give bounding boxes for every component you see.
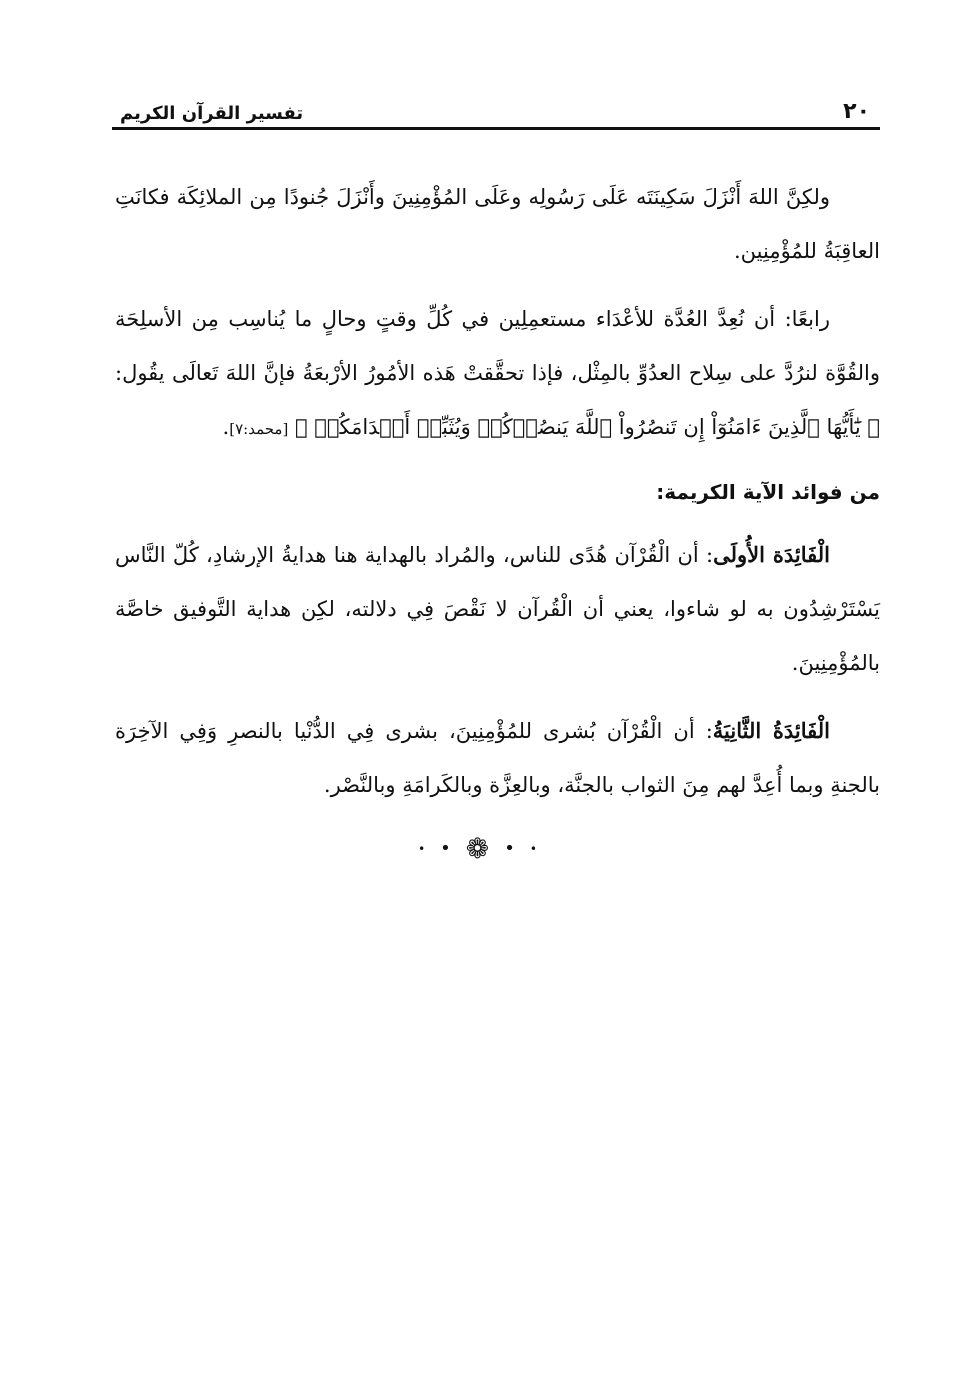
ornament-dot-icon: • bbox=[504, 838, 519, 859]
benefit-2-term: الْفَائِدَةُ الثَّانِيَةُ bbox=[712, 718, 830, 743]
ornament-knot-icon: ❁ bbox=[465, 832, 494, 865]
section-end-ornament bbox=[0, 832, 959, 865]
page-number: ٢٠ bbox=[843, 99, 870, 124]
benefit-2 bbox=[115, 704, 880, 812]
ornament-dot-icon: • bbox=[529, 841, 541, 856]
running-title: تفسير القرآن الكريم bbox=[120, 103, 304, 124]
paragraph-2-end: . bbox=[222, 415, 230, 439]
benefit-1-text: : أن الْقُرْآن هُدًى للناس، والمُراد بالهداية هنا هدايةُ الإرشادِ، كُلّ النَّاس يَسْتَرْشِدُون به لو شاءوا، يعني أن الْقُرآن لا نَقْصَ فِي دلالته، لكِن هداية التَّوفيق خاصَّة بالمُؤْمِنِينَ. bbox=[115, 543, 880, 675]
header-rule bbox=[112, 127, 880, 130]
section-heading: من فوائد الآية الكريمة: bbox=[656, 480, 880, 504]
paragraph-2 bbox=[115, 292, 880, 456]
ornament-dot-icon: • bbox=[440, 838, 455, 859]
quran-verse: ﴿ يَٰٓأَيُّهَا ٱلَّذِينَ ءَامَنُوٓاْ إِن تَنصُرُواْ ٱللَّهَ يَنصُرۡكُمۡ وَيُثَبِّتۡ أَقۡدَامَكُمۡ ﴾ bbox=[295, 415, 880, 439]
paragraph-2-text: رابعًا: أن نُعِدَّ العُدَّة للأعْدَاء مستعمِلِين في كُلِّ وقتٍ وحالٍ ما يُناسِب مِن الأسلِحَة والقُوَّة لنرُدَّ على سِلاح العدُوِّ بالمِثْل، فإذا تحقَّقتْ هَذه الأمُورُ الأرْبعَةُ فإنَّ اللهَ تَعالَى يقُول: bbox=[115, 307, 880, 385]
body-text bbox=[115, 170, 880, 826]
paragraph-1: ولكِنَّ اللهَ أَنْزَلَ سَكِينَتَه عَلَى رَسُولِه وعَلَى المُؤْمِنِينَ وأَنْزَلَ جُنودًا مِن الملائِكَة فكانَتِ العاقِبَةُ للمُؤْمِنِين. bbox=[115, 185, 880, 263]
benefit-1-term: الْفَائِدَة الأُولَى bbox=[713, 542, 830, 567]
benefit-1 bbox=[115, 528, 880, 690]
benefit-2-text: : أن الْقُرْآن بُشرى للمُؤْمِنِينَ، بشرى فِي الدُّنْيا بالنصرِ وَفِي الآخِرَة بالجنةِ وبما أُعِدَّ لهم مِنَ الثواب بالجنَّة، وبالعِزَّة وبالكَرامَةِ وبالنَّصْر. bbox=[115, 719, 880, 797]
ornament-dot-icon: • bbox=[418, 841, 430, 856]
page-header bbox=[112, 88, 880, 128]
verse-citation: [محمد:٧] bbox=[229, 420, 289, 438]
